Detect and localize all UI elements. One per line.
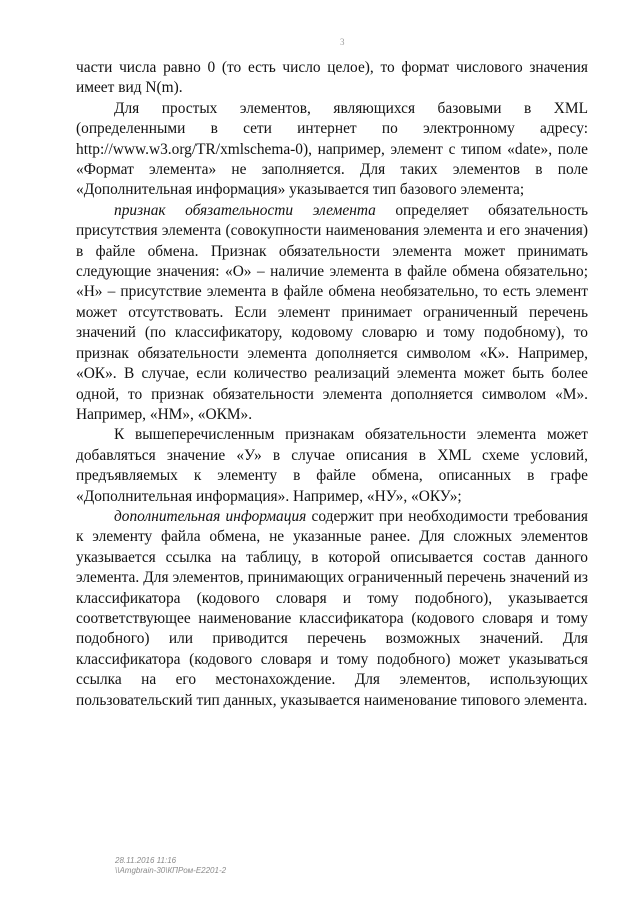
paragraph-with-term (76, 507, 588, 711)
paragraph-with-term (76, 201, 588, 425)
paragraph-text: определяет обязательность присутствия элемента (совокупности наименования элемента и его значения) в файле обмена. Признак обязательности элемента может принимать следующие значения: «О» – наличие элемента в файле обмена обязательно; «Н» – присутствие элемента в файле обмена необязательно, то есть элемент может отсутствовать. Если элемент принимает ограниченный перечень значений (по классификатору, кодовому словарю и тому подобному), то признак обязательности элемента дополняется символом «К». Например, «ОК». В случае, если количество реализаций элемента может быть более одной, то признак обязательности элемента дополняется символом «М». Например, «НМ», «ОКМ». (76, 201, 588, 423)
italic-term: признак обязательности элемента (114, 201, 376, 219)
paragraph: К вышеперечисленным признакам обязательности элемента может добавляться значение «У» в случае описания в XML схеме условий, предъявляемых к элементу в файле обмена, описанных в графе «Дополнительная информация». Например, «НУ», «ОКУ»; (76, 426, 588, 505)
italic-term: дополнительная информация (114, 507, 307, 525)
paragraph-text: содержит при необходимости требования к элементу файла обмена, не указанные ранее. Для сложных элементов указывается ссылка на таблицу, в которой описывается состав данного элемента. Для элементов, принимающих ограниченный перечень значений из классификатора (кодового словаря и тому подобного), указывается соответствующее наименование классификатора (кодового словаря и тому подобного) или приводится перечень возможных значений. Для классификатора (кодового словаря и тому подобного) может указываться ссылка на его местонахождение. Для элементов, использующих пользовательский тип данных, указывается наименование типового элемента. (76, 507, 588, 709)
print-footer (115, 856, 226, 876)
page-number: 3 (340, 37, 345, 47)
document-body (76, 58, 588, 711)
paragraph: Для простых элементов, являющихся базовыми в XML (определенными в сети интернет по электронному адресу: http://www.w3.org/TR/xmlschema-0), например, элемент с типом «date», поле «Формат элемента» не заполняется. Для таких элементов в поле «Дополнительная информация» указывается тип базового элемента; (76, 99, 588, 199)
paragraph: части числа равно 0 (то есть число целое), то формат числового значения имеет вид N(m). (76, 59, 588, 97)
footer-timestamp: 28.11.2016 11:16 (115, 856, 177, 865)
footer-file-path: \\Amgbrain-30\КПРом-Е2201-2 (115, 866, 227, 875)
